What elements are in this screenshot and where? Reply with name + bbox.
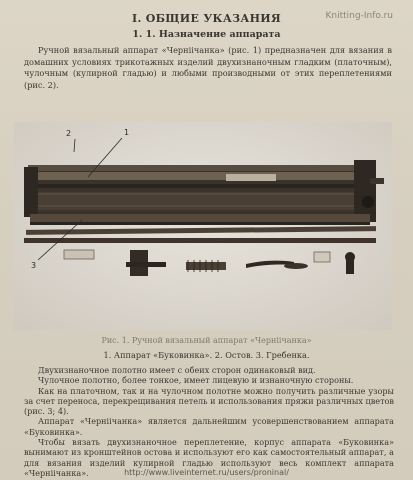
callout-1: 1 (124, 128, 130, 137)
callout-3: 3 (31, 261, 37, 270)
apparatus-photo (14, 122, 392, 330)
section-heading: І. ОБЩИЕ УКАЗАНИЯ (132, 12, 281, 25)
body-paragraph: Чулочное полотно, более тонкое, имеет лицевую и изнаночную стороны. (38, 375, 354, 386)
body-paragraph: Аппарат «Черніічанка» является дальнейшим усовершенствованием аппарата «Буковинка». (24, 416, 394, 437)
intro-text: Ручной вязальный аппарат «Черніічанка» (рис. 1) предназначен для вязания в домашних условиях трикотажных изделий двухизнаночным гладким (платочным), чулочным (кулирной гладью) и любыми производными от этих переплетениями (рис. 2). (24, 45, 392, 90)
body-text (24, 365, 394, 478)
callout-2: 2 (66, 129, 72, 138)
intro-paragraph (24, 45, 392, 91)
body-paragraph: Двухизнаночное полотно имеет с обеих сторон одинаковый вид. (38, 365, 316, 375)
body-paragraph: Чтобы вязать двухизнаночное переплетение, корпус аппарата «Буковинка» вынимают из кронштейнов остова и используют его как самостоятельный аппарат, а для вязания изделий кулирной гладью используют весь комплект аппарата «Черніічанка». (24, 437, 394, 478)
url-watermark[interactable]: http://www.liveinternet.ru/users/proninal/ (124, 468, 289, 477)
figure-legend: 1. Аппарат «Буковинка». 2. Остов. 3. Гребенка. (103, 350, 310, 360)
subsection-heading: 1. 1. Назначение аппарата (132, 29, 281, 40)
site-watermark-top: Knitting-Info.ru (325, 11, 393, 21)
figure-caption: Рис. 1. Ручной вязальный аппарат «Черніічанка» (101, 336, 312, 345)
body-paragraph: Как на платочном, так и на чулочном полотне можно получить различные узоры за счет переноса, перекрещивания петель и использования пряжи различных цветов (рис. 3; 4). (24, 385, 394, 417)
apparatus-illustration (14, 122, 392, 330)
